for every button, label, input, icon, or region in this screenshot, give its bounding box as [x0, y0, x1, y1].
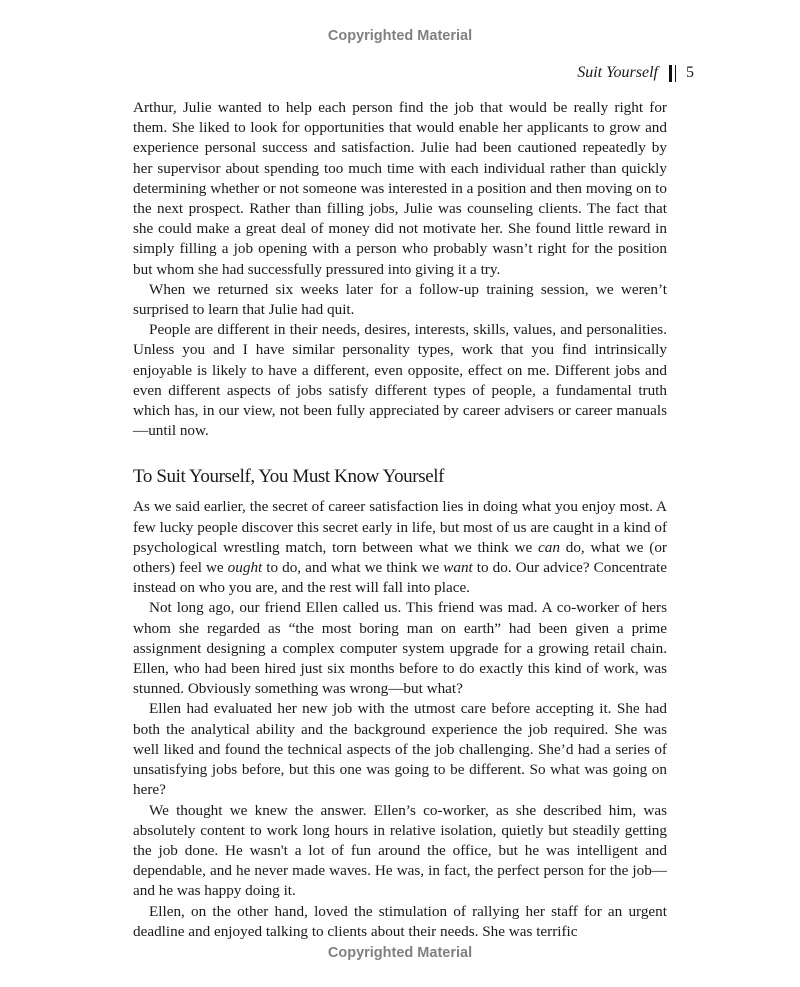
double-bar-divider-icon	[669, 65, 676, 82]
copyright-watermark-top: Copyrighted Material	[0, 27, 800, 45]
text-run: to do. Our advice? Concentrate instead on who you are, and the rest will fall into place.	[133, 559, 667, 597]
page-body	[133, 98, 667, 942]
text-run: do, what we (or others) feel we	[133, 538, 667, 577]
running-head-title: Suit Yourself	[577, 64, 658, 81]
paragraph	[133, 497, 667, 598]
emphasis: can	[538, 538, 560, 556]
copyright-watermark-bottom: Copyrighted Material	[0, 944, 800, 962]
text-run: to do, and what we think we	[262, 559, 444, 577]
paragraph: Not long ago, our friend Ellen called us. This friend was mad. A co-worker of hers whom she regarded as “the most boring man on earth” had been given a prime assignment designing a complex computer system upgrade for a growing retail chain. Ellen, who had been hired just six months before to do exactly this kind of work, was stunned. Obviously something was wrong—but what?	[133, 599, 667, 698]
emphasis: ought	[227, 559, 263, 577]
paragraph: We thought we knew the answer. Ellen’s co-worker, as she described him, was absolutely content to work long hours in relative isolation, quietly but steadily getting the job done. He wasn't a lot of fun around the office, but he was intelligent and dependable, and he never made waves. He was, in fact, the perfect person for the job—and he was happy doing it.	[133, 801, 667, 900]
paragraph: Arthur, Julie wanted to help each person find the job that would be really right for them. She liked to look for opportunities that would enable her applicants to grow and experience personal success and satisfaction. Julie had been cautioned repeatedly by her supervisor about spending too much time with each individual rather than quickly determining whether or not someone was interested in a position and then moving on to the next prospect. Rather than filling jobs, Julie was counseling clients. The fact that she could make a great deal of money did not motivate her. She found little reward in simply filling a job opening with a person who probably wasn’t right for the position but whom she had successfully pressured into giving it a try.	[133, 99, 667, 278]
section-heading: To Suit Yourself, You Must Know Yourself	[133, 466, 445, 488]
paragraph: People are different in their needs, desires, interests, skills, values, and personalities. Unless you and I have similar personality types, work that you find intrinsically enjoyable is likely to have a different, even opposite, effect on me. Different jobs and even different aspects of jobs satisfy different types of people, a fundamental truth which has, in our view, not been fully appreciated by career advisers or career manuals—until now.	[133, 321, 667, 440]
paragraph: Ellen, on the other hand, loved the stimulation of rallying her staff for an urgent deadline and enjoyed talking to clients about their needs. She was terrific	[133, 902, 667, 940]
page-number: 5	[686, 64, 694, 81]
running-head	[577, 63, 694, 83]
emphasis: want	[443, 559, 473, 577]
paragraph: When we returned six weeks later for a follow-up training session, we weren’t surprised to learn that Julie had quit.	[133, 280, 667, 319]
text-run: As we said earlier, the secret of career satisfaction lies in doing what you enjoy most. A few lucky people discover this secret early in life, but most of us are caught in a kind of psychological wrestling match, torn between what we think we	[133, 498, 667, 556]
paragraph: Ellen had evaluated her new job with the utmost care before accepting it. She had both the analytical ability and the background experience the job required. She was well liked and found the technical aspects of the job challenging. She’d had a series of unsatisfying jobs before, but this one was going to be different. So what was going on here?	[133, 700, 667, 799]
